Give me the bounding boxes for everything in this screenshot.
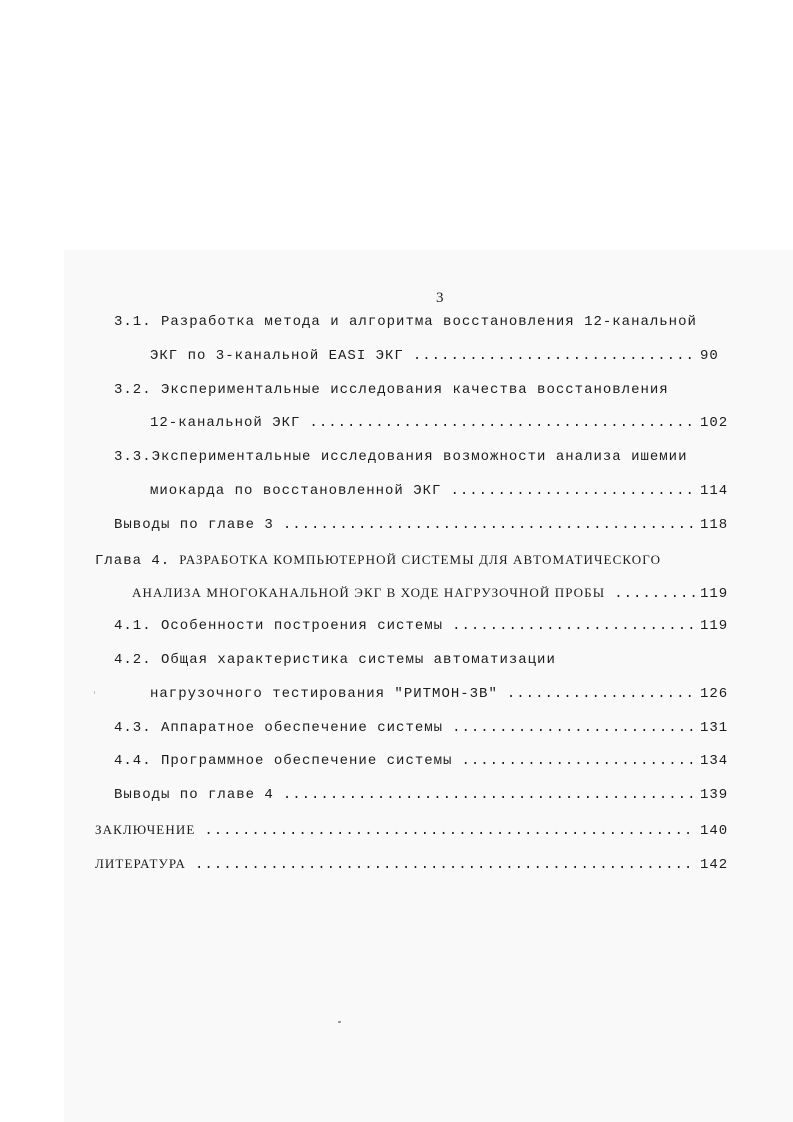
table-of-contents xyxy=(0,306,793,881)
toc-entry-4-1 xyxy=(0,610,793,644)
toc-page-number: 139 xyxy=(700,787,729,804)
toc-entry-title: миокарда по восстановленной ЭКГ xyxy=(150,482,442,499)
toc-entry-title: 4.2. Общая характеристика системы автоматизации xyxy=(114,651,556,668)
toc-entry-title: ЛИТЕРАТУРА xyxy=(95,855,186,871)
dot-leader xyxy=(309,407,696,441)
toc-entry-title: ЭКГ по 3-канальной EASI ЭКГ xyxy=(150,347,404,364)
dot-leader xyxy=(204,815,696,849)
toc-page-number: 134 xyxy=(700,753,729,770)
chapter-heading: РАЗРАБОТКА КОМПЬЮТЕРНОЙ СИСТЕМЫ ДЛЯ АВТОМАТИЧЕСКОГО xyxy=(179,551,662,567)
toc-entry-4-4 xyxy=(0,745,793,779)
toc-entry-title: Выводы по главе 4 xyxy=(114,787,274,804)
scan-speck xyxy=(338,1021,341,1023)
toc-chapter-4 xyxy=(0,543,793,577)
toc-entry-literature xyxy=(0,847,793,881)
toc-chapter-title xyxy=(95,543,661,579)
dot-leader xyxy=(195,849,696,883)
toc-page-number: 119 xyxy=(700,618,729,635)
toc-entry-4-3 xyxy=(0,712,793,746)
toc-entry-3-3-continued xyxy=(0,475,793,509)
toc-entry-conclusions-3 xyxy=(0,509,793,543)
toc-entry-title: нагрузочного тестирования "РИТМОН-3В" xyxy=(150,685,498,702)
dot-leader xyxy=(283,509,696,543)
toc-page-number: 102 xyxy=(700,415,729,432)
toc-page-number: 126 xyxy=(700,685,729,702)
toc-page-number: 119 xyxy=(700,586,729,603)
scan-speck xyxy=(94,691,95,694)
toc-entry-4-2-continued xyxy=(0,678,793,712)
toc-entry-title: 4.1. Особенности построения системы xyxy=(114,618,444,635)
toc-entry-3-2 xyxy=(0,374,793,408)
dot-leader xyxy=(450,475,696,509)
toc-entry-title: Выводы по главе 3 xyxy=(114,516,274,533)
toc-entry-3-1-continued xyxy=(0,340,793,374)
toc-entry-4-2 xyxy=(0,644,793,678)
toc-entry-title: 3.1. Разработка метода и алгоритма восстановления 12-канальной xyxy=(114,314,697,330)
toc-entry-3-3 xyxy=(0,441,793,475)
toc-page-number: 114 xyxy=(700,482,729,499)
dot-leader xyxy=(283,779,696,813)
toc-entry-conclusions-4 xyxy=(0,779,793,813)
chapter-label: Глава 4. xyxy=(95,552,171,569)
toc-entry-title: 4.3. Аппаратное обеспечение системы xyxy=(114,719,444,736)
dot-leader xyxy=(507,678,696,712)
toc-entry-3-2-continued xyxy=(0,407,793,441)
toc-entry-title: 12-канальной ЭКГ xyxy=(150,415,301,432)
chapter-heading: АНАЛИЗА МНОГОКАНАЛЬНОЙ ЭКГ В ХОДЕ НАГРУЗОЧНОЙ ПРОБЫ xyxy=(132,585,606,601)
toc-page-number: 118 xyxy=(700,516,729,533)
toc-entry-title: 3.2. Экспериментальные исследования качества восстановления xyxy=(114,381,669,398)
toc-page-number: 90 xyxy=(700,347,719,364)
toc-page-number: 131 xyxy=(700,719,729,736)
toc-entry-3-1 xyxy=(0,306,793,340)
toc-entry-conclusion xyxy=(0,813,793,847)
toc-page-number: 140 xyxy=(700,822,729,839)
toc-entry-title: ЗАКЛЮЧЕНИЕ xyxy=(95,821,196,837)
dot-leader xyxy=(452,610,696,644)
toc-chapter-4-continued xyxy=(0,576,793,610)
dot-leader xyxy=(413,340,696,374)
toc-entry-title: 3.3.Экспериментальные исследования возможности анализа ишемии xyxy=(114,449,688,466)
dot-leader xyxy=(461,745,696,779)
dot-leader xyxy=(614,578,696,612)
toc-entry-title: 4.4. Программное обеспечение системы xyxy=(114,753,453,770)
toc-page-number: 142 xyxy=(700,856,729,873)
page-number: 3 xyxy=(436,290,444,306)
dot-leader xyxy=(452,712,696,746)
